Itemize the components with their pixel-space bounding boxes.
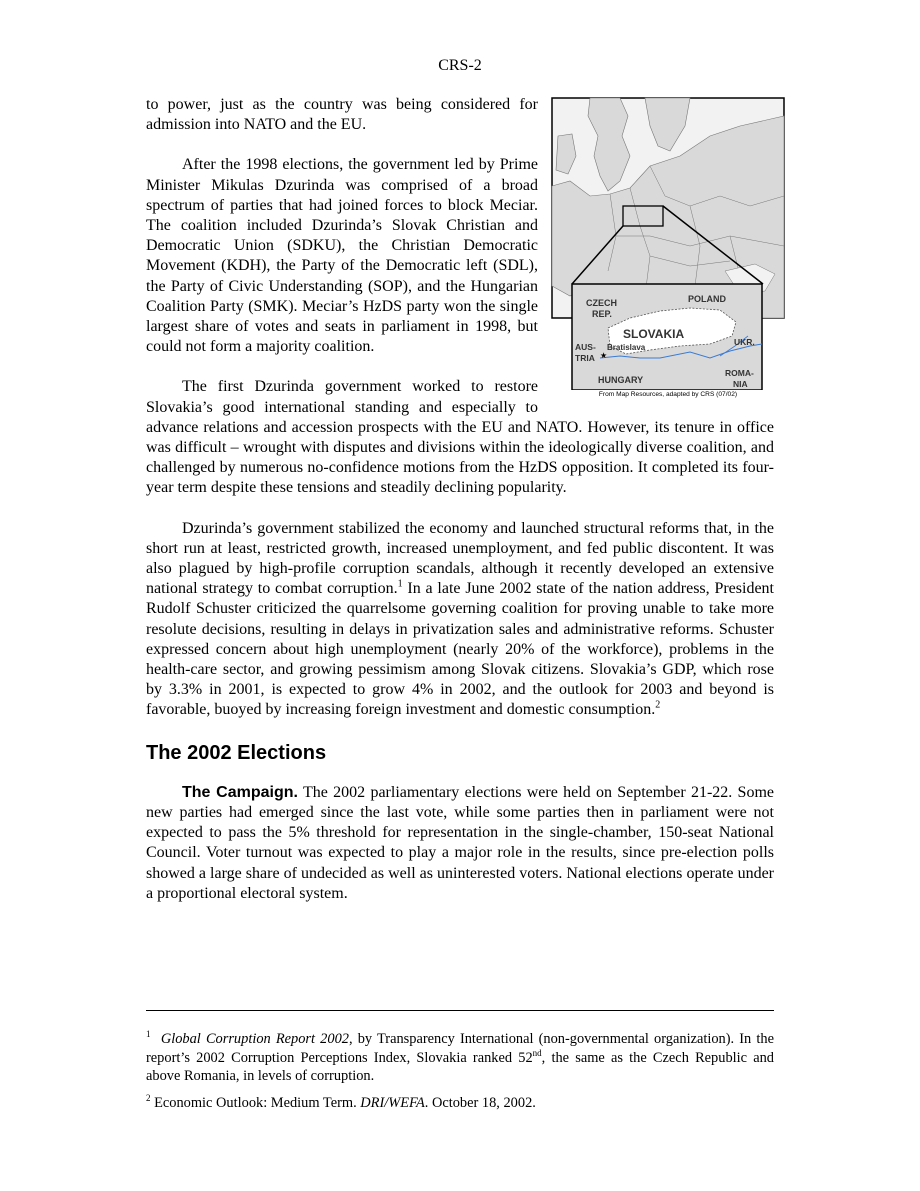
map-label-czech: CZECH xyxy=(586,298,617,308)
page-number: CRS-2 xyxy=(438,57,482,74)
map-label-tria: TRIA xyxy=(575,353,595,363)
footnote-ref-2: 2 xyxy=(655,700,661,712)
footnote-1-sup: nd xyxy=(532,1047,542,1058)
footnote-1-title: Global Corruption Report 2002 xyxy=(160,1031,349,1047)
paragraph-4a: Dzurinda’s government stabilized the economy and launched structural reforms that, in the short run at least, restricted growth, increased unemployment, and fed public discontent. It was also plagued by high-profile corruption scandals, although it recently developed an extensive national strategy to combat corruption. xyxy=(146,519,774,598)
paragraph-1: to power, just as the country was being considered for admission into NATO and the EU. xyxy=(146,96,538,134)
footnote-2-text-a: Economic Outlook: Medium Term. xyxy=(150,1094,361,1111)
section-heading: The 2002 Elections xyxy=(146,741,327,764)
map-label-slovakia: SLOVAKIA xyxy=(623,327,685,341)
footnote-1 xyxy=(146,1030,774,1086)
footnote-2-mark: 2 xyxy=(146,1092,151,1103)
footnotes xyxy=(146,1030,774,1120)
paragraph-5-text: The 2002 parliamentary elections were held on September 21-22. Some new parties had emerged since the last vote, while some parties then in parliament were not expected to pass the 5% threshold for representation in the single-chamber, 150-seat National Council. Voter turnout was expected to play a major role in the results, since pre-election polls showed a large share of undecided as well as uninterested voters. National elections operate under a proportional electoral system. xyxy=(146,783,775,902)
footnote-2 xyxy=(146,1094,774,1113)
map-label-rep: REP. xyxy=(592,309,612,319)
map-label-hungary: HUNGARY xyxy=(598,375,644,385)
map-credit: From Map Resources, adapted by CRS (07/02) xyxy=(598,391,738,398)
runin-heading: The Campaign. xyxy=(182,783,298,801)
paragraph-3: The first Dzurinda government worked to restore Slovakia’s good international standing and especially to advance relations and accession prospects with the EU and NATO. However, its tenure in office was difficult – wrought with disputes and divisions within the ideologically diverse coalition, and challenged by numerous no-confidence motions from the HzDS opposition. It completed its four-year term despite these tensions and steadily declining popularity. xyxy=(146,378,774,497)
paragraph-4b: In a late June 2002 state of the nation address, President Rudolf Schuster criticized the quarrelsome governing coalition for proving unable to take more resolute decisions, resulting in delays in privatization sales and administrative reforms. Schuster expressed concern about high unemployment (nearly 20% of the workforce), problems in the health-care sector, and growing pessimism among Slovak citizens. Slovakia’s GDP, which rose by 3.3% in 2001, is expected to grow 4% in 2002, and the outlook for 2003 and beyond is favorable, buoyed by increasing foreign investment and domestic consumption. xyxy=(146,580,774,719)
map-label-bratislava: Bratislava xyxy=(607,343,646,352)
paragraph-5 xyxy=(146,783,774,904)
map-label-roma: ROMA- xyxy=(725,368,754,378)
footnote-1-mark: 1 xyxy=(146,1029,151,1040)
footnote-1-text-a: , by Transparency International (non-governmental organization). In the report’s 2002 Corruption Perceptions Index, Slovakia ranked 52 xyxy=(146,1031,774,1066)
body-text xyxy=(146,95,774,924)
paragraph-4 xyxy=(146,519,774,721)
footnote-ref-1: 1 xyxy=(397,578,403,590)
map-label-aus: AUS- xyxy=(575,342,596,352)
paragraph-2: After the 1998 elections, the government led by Prime Minister Mikulas Dzurinda was comprised of a broad spectrum of parties that had joined forces to block Meciar. The coalition included Dzurinda’s Slovak Christian and Democratic Union (SDKU), the Christian Democratic Movement (KDH), the Party of the Democratic left (SDL), the Party of Civic Understanding (SOP), and the Hungarian Coalition Party (SMK). Meciar’s HzDS party won the single largest share of votes and seats in parliament in 1998, but could not form a majority coalition. xyxy=(146,156,538,356)
footnote-rule xyxy=(146,1010,774,1011)
footnote-2-source: DRI/WEFA xyxy=(360,1094,425,1111)
map-label-nia: NIA xyxy=(733,379,748,389)
footnote-2-text-b: . October 18, 2002. xyxy=(424,1094,536,1111)
map-label-ukr: UKR. xyxy=(734,337,755,347)
map-label-poland: POLAND xyxy=(688,294,726,304)
map-float-spacer xyxy=(546,95,786,407)
footnote-1-text-b: , the same as the Czech Republic and above Romania, in levels of corruption. xyxy=(146,1049,774,1084)
map-star-icon: ★ xyxy=(600,351,608,360)
